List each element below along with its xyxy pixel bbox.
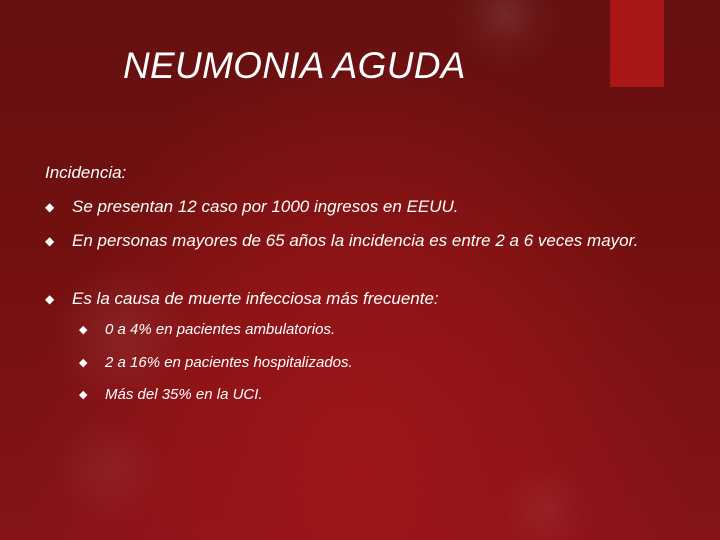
sub-bullet-item [79,353,659,373]
bullet-text: Se presentan 12 caso por 1000 ingresos en EEUU. [72,197,459,216]
section-label: Incidencia: [45,163,127,182]
diamond-icon: ◆ [45,292,55,306]
sub-bullet-item [79,385,659,405]
bullet-text: En personas mayores de 65 años la incidencia es entre 2 a 6 veces mayor. [72,231,639,250]
diamond-icon: ◆ [79,389,88,401]
sub-bullet-text: Más del 35% en la UCI. [105,386,263,403]
bullet-item [45,230,685,252]
sub-bullet-text: 2 a 16% en pacientes hospitalizados. [105,354,353,371]
diamond-icon: ◆ [79,357,88,369]
title-accent-bar [610,0,664,87]
sub-bullet-text: 0 a 4% en pacientes ambulatorios. [105,321,336,338]
bullet-item [45,288,685,310]
bullet-item [45,196,685,218]
diamond-icon: ◆ [45,200,55,214]
bullet-text: Es la causa de muerte infecciosa más frecuente: [72,289,439,308]
sub-bullet-item [79,320,659,340]
slide-title: NEUMONIA AGUDA [123,45,466,86]
diamond-icon: ◆ [45,234,55,248]
diamond-icon: ◆ [79,324,88,336]
